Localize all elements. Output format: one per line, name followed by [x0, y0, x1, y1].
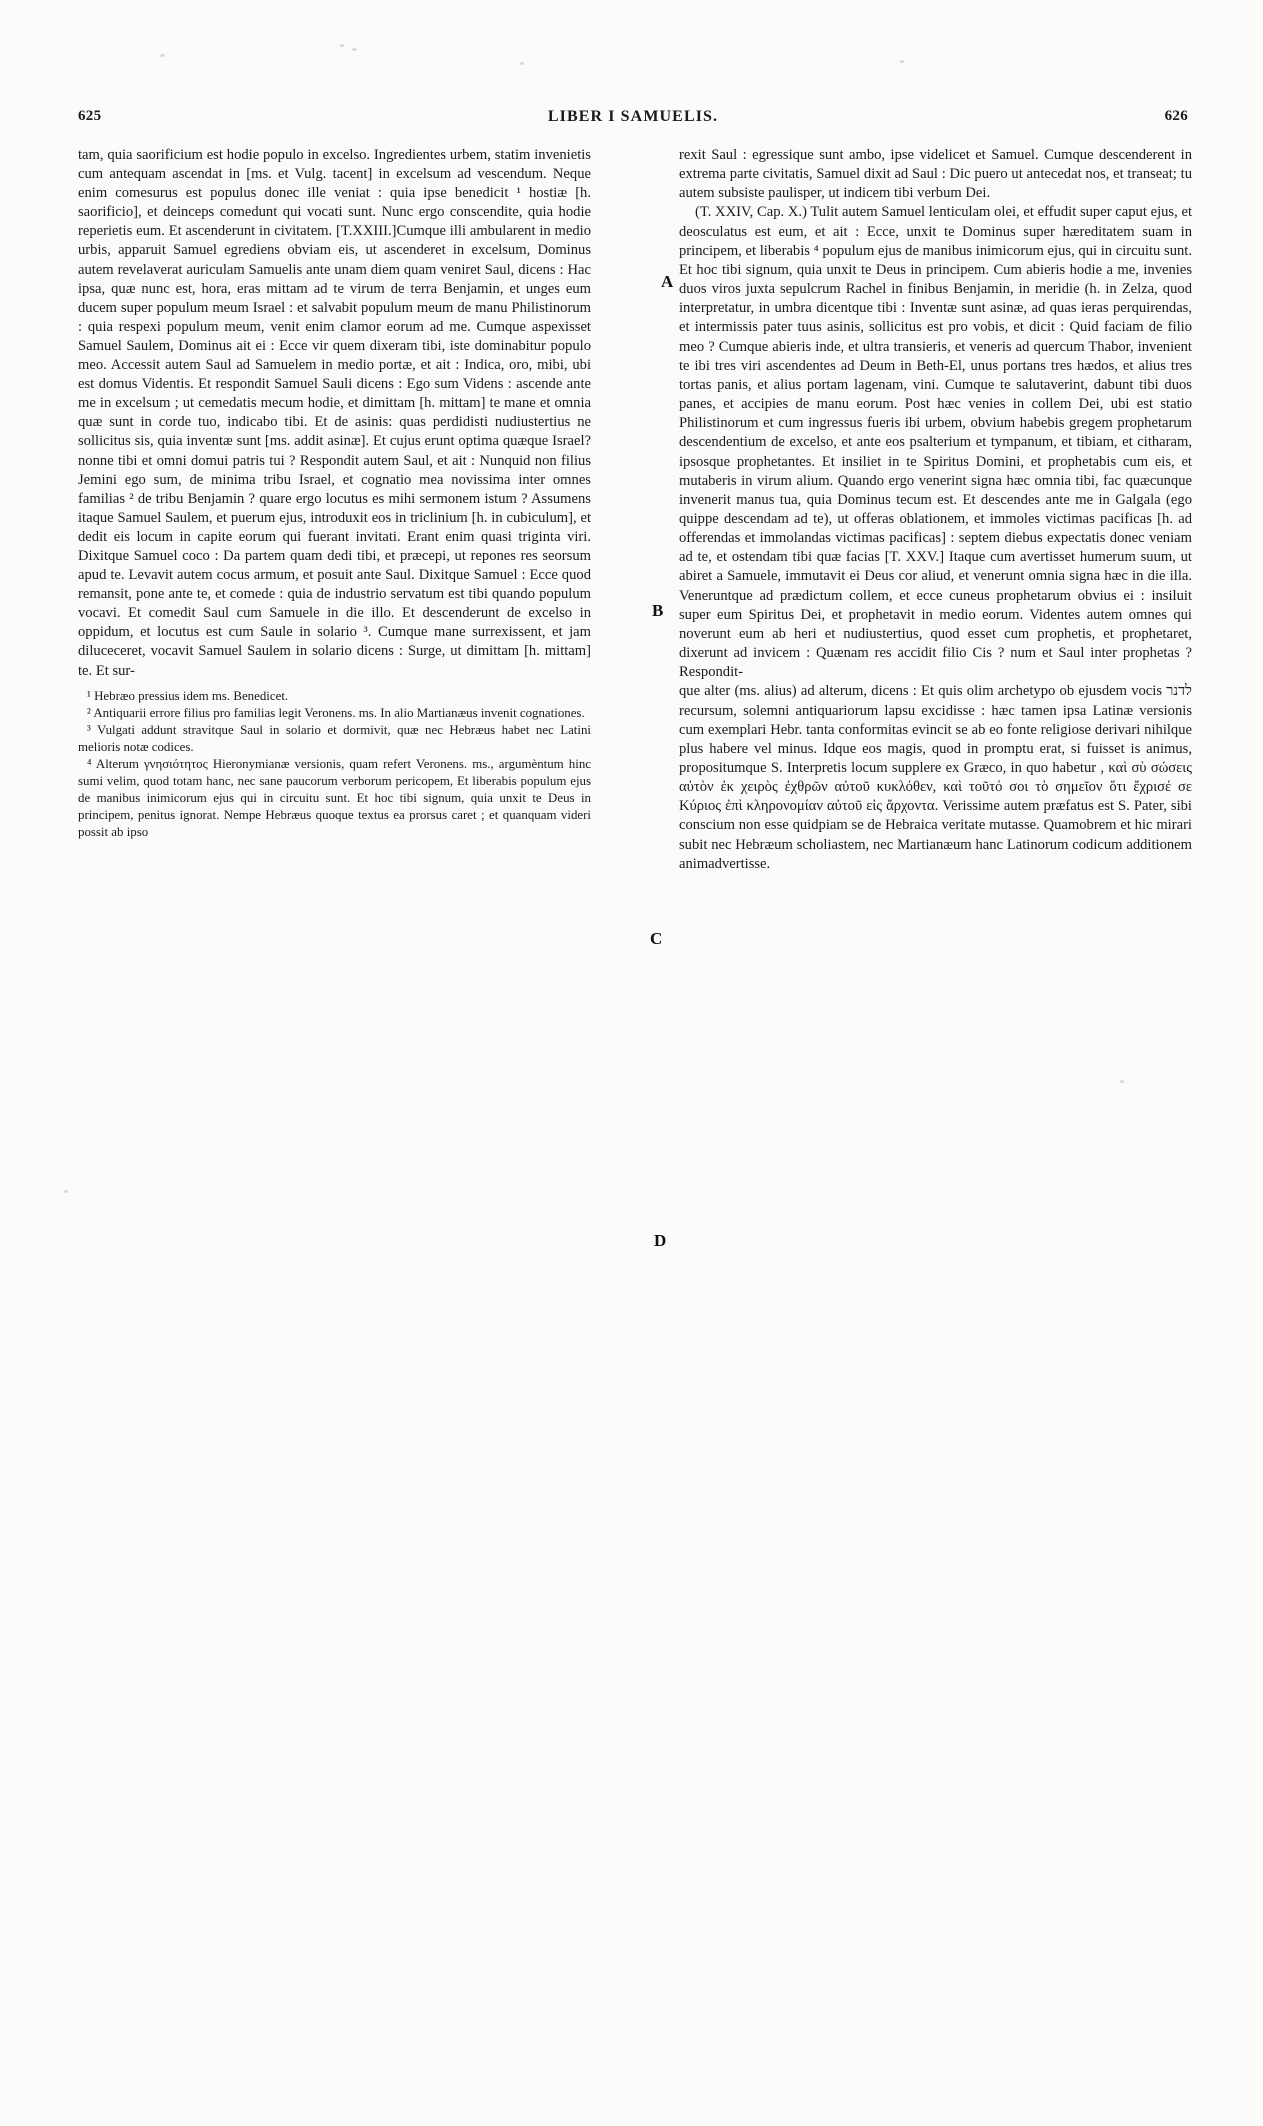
footnote: ⁴ Alterum γνησιότητος Hieronymianæ versionis, quam refert Veronens. ms., argumèntum hinc sumi velim, quod totam hanc, nec sane paucorum verborum pericopem, Et liberabis populum ejus de manibus inimicorum ejus qui in circuitu sunt. Et hoc tibi signum, quia unxit te Deus in principem, penitus ignorat. Nempe Hebræus quoque textus ea prorsus caret ; et quanquam videri possit ab ipso: [78, 757, 591, 840]
scan-speck: [160, 54, 165, 57]
paragraph: (T. XXIV, Cap. X.) Tulit autem Samuel lenticulam olei, et effudit super caput ejus, et deosculatus est eum, et ait : Ecce, unxit te Dominus super hæreditatem suam in principem, et liberabis ⁴ populum ejus de manibus inimicorum ejus, qui in circuitu sunt. Et hoc tibi signum, quia unxit te Deus in principem. Cum abieris hodie a me, invenies duos viros juxta sepulcrum Rachel in finibus Benjamin, in meridie (h. in Zelza, quod interpretatur, in umbra dicentque tibi : Inventæ sunt asinæ, ad quas ieras perquirendas, et intermissis pater tuus asinis, sollicitus est pro vobis, et dicit : Quid faciam de filio meo ? Cumque abieris inde, et ultra transieris, et veneris ad quercum Thabor, invenient te ibi tres viri ascendentes ad Deum in Beth-El, unus portans tres hædos, et alius tres tortas panis, et alius portam lagenam, vini. Cumque te salutaverint, dabunt tibi duos panes, et accipies de manu eorum. Post hæc venies in collem Dei, ubi est statio Philistinorum et cum ingressus fueris ibi urbem, obvium habebis gregem prophetarum descendentium de excelso, et ante eos psalterium et tympanum, et tibiam, et citharam, ipsosque prophetantes. Et insiliet in te Spiritus Domini, et prophetabis cum eis, et mutaberis in virum alium. Quando ergo venerint signa hæc omnia tibi, fac quæcunque invenerit manus tua, quia Dominus tecum est. Et descendes ante me in Galgala (ego quippe descendam ad te), ut offeras oblationem, et immoles victimas pacificas [h. ad offerendas et immolandas victimas pacificas] : septem diebus expectatis donec veniam ad te, et ostendam tibi quæ facias [T. XXV.] Itaque cum avertisset humerum suum, ut abiret a Samuele, immutavit ei Deus cor aliud, et venerunt omnia signa hæc in die illa. Veneruntque ad prædictum collem, et ecce cuneus prophetarum obvius ei : insiluit super eum Spiritus Dei, et prophetavit in medio eorum. Videntes autem omnes qui noverunt eum ab heri et nudiustertius, quod esset cum prophetis, et prophetaret, dixerunt ad invicem : Quænam res accidit filio Cis ? num et Saul inter prophetas ? Respondit-: [679, 204, 1192, 681]
folio-number-left: 625: [78, 108, 102, 124]
footnote: ¹ Hebræo pressius idem ms. Benedicet.: [87, 688, 289, 703]
paragraph: rexit Saul : egressique sunt ambo, ipse videlicet et Samuel. Cumque descenderent in extrema parte civitatis, Samuel dixit ad Saul : Dic puero ut antecedat nos, et transeat; tu autem subsiste paulisper, ut indicem tibi verbum Dei.: [679, 147, 1192, 202]
marginal-letter-d: D: [654, 1231, 667, 1250]
scan-speck: [900, 60, 904, 63]
scan-speck: [340, 44, 344, 47]
footnote: ² Antiquarii errore filius pro familias legit Veronens. ms. In alio Martianæus invenit cognationes.: [87, 705, 585, 720]
footnote: ³ Vulgati addunt stravitque Saul in solario et dormivit, quæ nec Hebræus habet nec Latini melioris notæ codices.: [78, 722, 591, 754]
column-right: [679, 146, 1192, 874]
marginal-letter-c: C: [650, 929, 663, 948]
scan-speck: [64, 1190, 68, 1193]
scan-speck: [352, 48, 357, 51]
scan-speck: [520, 62, 524, 65]
paragraph: que alter (ms. alius) ad alterum, dicens : Et quis olim archetypo ob ejusdem vocis לדנר recursum, solemni antiquariorum lapsu excidisse : hæc tamen ipsa Latinæ versionis cum exemplari Hebr. tanta conformitas evincit se ab eo fonte religiose derivari nihilque plus habere vel minus. Idque eos magis, quod in promptu erat, si fuisset is animus, propositumque S. Interpretis locum supplere ex Græco, in quo habetur , καὶ σὺ σώσεις αὐτὸν ἐκ χειρὸς ἐχθρῶν αὐτοῦ κυκλόθεν, καὶ τοῦτό σοι τὸ σημεῖον ὅτι ἔχρισέ σε Κύριος ἐπὶ κληρονομίαν αὐτοῦ εἰς ἄρχοντα. Verissime autem præfatus est S. Pater, sibi conscium non esse quidpiam se de Hebraica veritate mutasse. Quamobrem et hic mirari subit nec Hebræum scholiastem, nec Martianæum hanc Latinorum codicum additionem animadvertisse.: [679, 683, 1192, 872]
scan-speck: [1120, 1080, 1124, 1083]
marginal-letter-a: A: [661, 272, 674, 291]
folio-number-right: 626: [1164, 108, 1188, 124]
paragraph: tam, quia saorificium est hodie populo in excelso. Ingredientes urbem, statim invenietis cum antequam ascendat in [ms. et Vulg. tacent] in excelsum ad vescendum. Neque enim comesurus est populus donec ille veniat : quia ipse benedicit ¹ hostiæ [h. saorificio], et deinceps comedunt qui vocati sunt. Nunc ergo conscendite, quia hodie reperietis eum. Et ascenderunt in civitatem. [T.XXIII.]Cumque illi ambularent in medio urbis, apparuit Samuel egrediens obviam eis, ut ascenderet in excelsum, Dominus autem revelaverat auriculam Samuelis ante unam diem quam veniret Saul, dicens : Hac ipsa, quæ nunc est, hora, eras mittam ad te virum de terra Benjamin, et unges eum ducem super populum meum Israel : et salvabit populum meum de manu Philistinorum : quia respexi populum meum, venit enim clamor eorum ad me. Cumque aspexisset Samuel Saulem, Dominus ait ei : Ecce vir quem dixeram tibi, iste dominabitur populo meo. Accessit autem Saul ad Samuelem in medio portæ, et ait : Indica, oro, mibi, ubi est domus Videntis. Et respondit Samuel Sauli dicens : Ego sum Videns : ascende ante me in excelsum ; ut cemedatis mecum hodie, et dimittam [h. mittam] te mane et omnia quæ sunt in corde tuo, indicabo tibi. Et de asinis: quas perdidisti nudiustertius ne sollicitus sis, quia inventæ sunt [ms. addit asinæ]. Et cujus erunt optima quæque Israel? nonne tibi et omni domui patris tui ? Respondit autem Saul, et ait : Nunquid non filius Jemini ego sum, de minima tribu Israel, et cognatio mea novissima inter omnes familias ² de tribu Benjamin ? quare ergo locutus es mihi sermonem istum ? Assumens itaque Samuel Saulem, et puerum ejus, introduxit eos in triclinium [h. in cubiculum], et dedit eis locum in capite eorum qui fuerant invitati. Erant enim quasi triginta viri. Dixitque Samuel coco : Da partem quam dedi tibi, et præcepi, ut repones res seorsum apud te. Levavit autem cocus armum, et posuit ante Saul. Dixitque Samuel : Ecce quod remansit, pone ante te, et comede : quia de industrio servatum est tibi quando populum vocavi. Et comedit Saul cum Samuele in die illo. Et descenderunt de excelso in oppidum, et locutus est cum Saule in solario ³. Cumque mane surrexissent, et jam diluceceret, vocavit Samuel Saulem in solario dicens : Surge, ut dimittam [h. mittam] te. Et sur-: [78, 147, 591, 679]
footnotes-left: [78, 688, 591, 842]
running-title: LIBER I SAMUELIS.: [547, 108, 719, 125]
column-left: [78, 146, 591, 841]
page-header: [78, 108, 1188, 134]
marginal-letter-b: B: [652, 601, 664, 620]
